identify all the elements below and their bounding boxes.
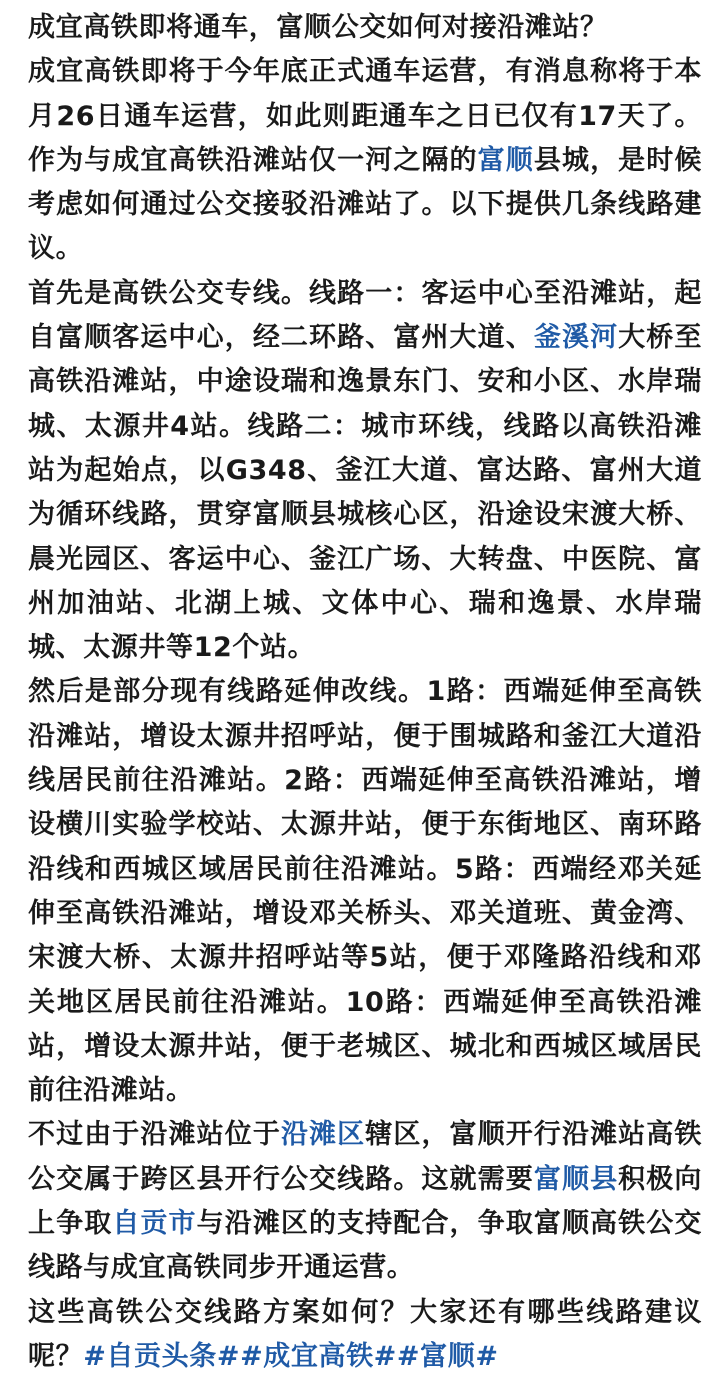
paragraph-closing xyxy=(28,1291,702,1379)
topic-link-fuxi-river[interactable]: 釜溪河 xyxy=(533,322,619,354)
topic-link-fushun[interactable]: 富顺 xyxy=(477,144,534,176)
hashtag-fushun[interactable]: #富顺# xyxy=(396,1340,499,1372)
text-segment: 成宜高铁即将于今年底正式通车运营，有消息称将于本月26日通车运营，如此则距通车之日已仅有17天了。作为与成宜高铁沿滩站仅一河之隔的 xyxy=(28,56,702,176)
text-segment: 不过由于沿滩站位于 xyxy=(28,1119,281,1151)
topic-link-yantan-district[interactable]: 沿滩区 xyxy=(280,1119,366,1151)
text-segment: 然后是部分现有线路延伸改线。1路：西端延伸至高铁沿滩站，增设太源井招呼站，便于围城路和釜江大道沿线居民前往沿滩站。2路：西端延伸至高铁沿滩站，增设横川实验学校站、太源井站，便于东街地区、南环路沿线和西城区域居民前往沿滩站。5路：西端经邓关延伸至高铁沿滩站，增设邓关桥头、邓关道班、黄金湾、宋渡大桥、太源井招呼站等5站，便于邓隆路沿线和邓关地区居民前往沿滩站。10路：西端延伸至高铁沿滩站，增设太源井站，便于老城区、城北和西城区域居民前往沿滩站。 xyxy=(28,676,702,1107)
text-segment: 积极向上争取 xyxy=(28,1163,702,1240)
paragraph-intro xyxy=(28,50,702,271)
paragraph-route-extensions xyxy=(28,670,702,1113)
text-segment: 与沿滩区的支持配合，争取富顺高铁公交线路与成宜高铁同步开通运营。 xyxy=(28,1208,702,1284)
article-title: 成宜高铁即将通车，富顺公交如何对接沿滩站？ xyxy=(28,12,608,43)
topic-link-fushun-county[interactable]: 富顺县 xyxy=(533,1163,619,1195)
paragraph-express-lines xyxy=(28,272,702,671)
topic-link-zigong-city[interactable]: 自贡市 xyxy=(112,1208,197,1240)
hashtag-chengyi-hsr[interactable]: #成宜高铁# xyxy=(240,1340,397,1372)
text-segment: 这些高铁公交线路方案如何？大家还有哪些线路建议呢？ xyxy=(28,1296,702,1372)
text-segment: 大桥至高铁沿滩站，中途设瑞和逸景东门、安和小区、水岸瑞城、太源井4站。线路二：城市环线，线路以高铁沿滩站为起始点，以G348、釜江大道、富达路、富州大道为循环线路，贯穿富顺县城核心区，沿途设宋渡大桥、晨光园区、客运中心、釜江广场、大转盘、中医院、富州加油站、北湖上城、文体中心、瑞和逸景、水岸瑞城、太源井等12个站。 xyxy=(28,322,702,664)
paragraph-coordination xyxy=(28,1113,702,1290)
hashtag-zigong-toutiao[interactable]: #自贡头条# xyxy=(83,1340,241,1372)
text-segment: 辖区，富顺开行沿滩站高铁公交属于跨区县开行公交线路。这就需要 xyxy=(28,1119,702,1195)
text-segment: 首先是高铁公交专线。线路一：客运中心至沿滩站，起自富顺客运中心，经二环路、富州大道、 xyxy=(28,277,702,354)
text-segment: 县城，是时候考虑如何通过公交接驳沿滩站了。以下提供几条线路建议。 xyxy=(28,144,702,265)
